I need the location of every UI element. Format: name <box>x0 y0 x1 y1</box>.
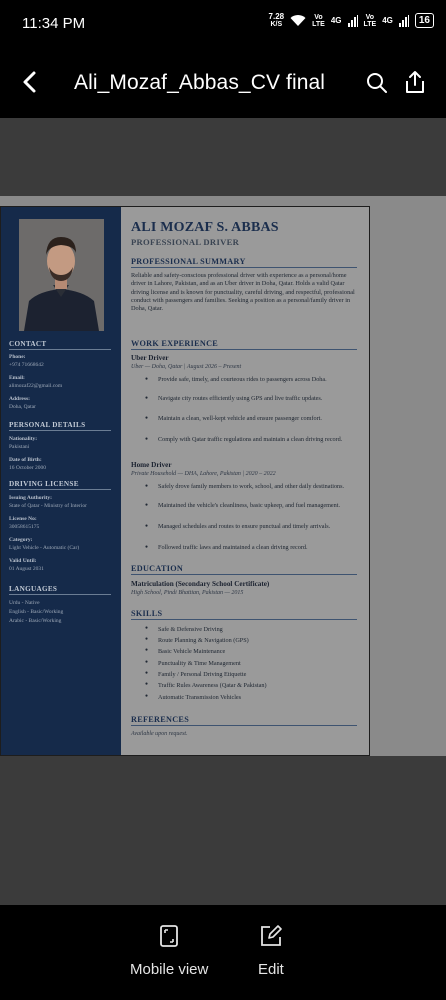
valid-until-value: 01 August 2031 <box>9 566 44 572</box>
phone-label: Phone: <box>9 354 26 360</box>
skill-item: ● Punctuality & Time Management <box>145 660 370 667</box>
license-no-value: 30058615175 <box>9 524 40 530</box>
wifi-icon <box>290 14 306 27</box>
cv-page <box>0 206 370 756</box>
job2-title: Home Driver <box>131 461 172 469</box>
network-type-1: 4G <box>330 16 342 25</box>
job1-title: Uber Driver <box>131 354 169 362</box>
signal-icon-1 <box>348 15 358 27</box>
mobile-view-button[interactable] <box>130 925 208 978</box>
status-icons <box>269 13 434 28</box>
nationality-value: Pakistani <box>9 444 30 450</box>
back-arrow-icon[interactable] <box>18 70 42 94</box>
references-heading: REFERENCES <box>131 715 357 726</box>
document-viewer[interactable] <box>0 118 446 905</box>
languages-heading: LANGUAGES <box>9 585 111 595</box>
status-time: 11:34 PM <box>22 15 86 32</box>
portrait-image <box>19 219 104 331</box>
volte-label-1: Vo LTE <box>312 13 325 28</box>
network-type-2: 4G <box>382 16 393 25</box>
edit-label: Edit <box>258 961 284 978</box>
edit-icon <box>260 925 282 947</box>
status-bar <box>0 0 446 48</box>
issuing-authority-label: Issuing Authority: <box>9 495 52 501</box>
dob-label: Date of Birth: <box>9 457 42 463</box>
share-icon[interactable] <box>404 70 426 94</box>
job2-bullet: ● Safely drove family members to work, school, and other daily destinations. <box>145 483 370 491</box>
education-title: Matriculation (Secondary School Certificate) <box>131 580 270 588</box>
job1-bullet: ● Comply with Qatar traffic regulations and maintain a clean driving record. <box>145 436 370 444</box>
email-label: Email: <box>9 375 25 381</box>
issuing-authority-value: State of Qatar - Ministry of Interior <box>9 503 87 509</box>
mobile-view-label: Mobile view <box>130 961 209 978</box>
bottom-action-bar <box>0 905 446 1000</box>
language-arabic: Arabic - Basic/Working <box>9 618 62 624</box>
education-meta: High School, Pindi Bhattian, Pakistan — 2015 <box>131 590 244 596</box>
nationality-label: Nationality: <box>9 436 38 442</box>
skill-item: ● Route Planning & Navigation (GPS) <box>145 637 370 644</box>
job2-meta: Private Household — DHA, Lahore, Pakistan | 2020 – 2022 <box>131 471 276 477</box>
skill-item: ● Safe & Defensive Driving <box>145 626 370 633</box>
network-speed: 7.28 K/S <box>268 12 285 28</box>
skill-item: ● Traffic Rules Awareness (Qatar & Pakistan) <box>145 682 370 689</box>
language-urdu: Urdu - Native <box>9 600 40 606</box>
driving-license-heading: DRIVING LICENSE <box>9 480 111 490</box>
app-toolbar <box>0 48 446 118</box>
personal-details-heading: PERSONAL DETAILS <box>9 421 111 431</box>
skill-item: ● Basic Vehicle Maintenance <box>145 648 370 655</box>
phone-value: +974 71668642 <box>9 362 44 368</box>
education-heading: EDUCATION <box>131 564 357 575</box>
edit-button[interactable] <box>258 925 284 978</box>
job2-bullet: ● Maintained the vehicle's cleanliness, basic upkeep, and fuel management. <box>145 502 370 510</box>
skills-heading: SKILLS <box>131 609 357 620</box>
summary-text: Reliable and safety-conscious professional driver with experience as a personal/home driver in Lahore, Pakistan, and as an Uber driver in Doha, Qatar. Holds a valid Qatar driving license and is known for punctuality, careful driving, and respectful, professional conduct with passengers and families. Seeking a position as a personal/family driver in Doha, Qatar. <box>131 272 355 313</box>
volte-label-2: Vo LTE <box>363 13 377 28</box>
valid-until-label: Valid Until: <box>9 558 37 564</box>
category-value: Light Vehicle - Automatic (Car) <box>9 545 80 551</box>
address-value: Doha, Qatar <box>9 404 36 410</box>
language-english: English - Basic/Working <box>9 609 64 615</box>
dob-value: 16 October 2000 <box>9 465 46 471</box>
work-experience-heading: WORK EXPERIENCE <box>131 339 357 350</box>
references-text: Available upon request. <box>131 731 188 737</box>
search-icon[interactable] <box>366 72 388 94</box>
signal-icon-2 <box>399 15 409 27</box>
email-value: alimozaf22@gmail.com <box>9 383 63 389</box>
job1-bullet: ● Maintain a clean, well-kept vehicle and ensure passenger comfort. <box>145 415 370 423</box>
job1-meta: Uber — Doha, Qatar | August 2026 – Present <box>131 364 242 370</box>
document-title: Ali_Mozaf_Abbas_CV final <box>74 71 326 94</box>
address-label: Address: <box>9 396 30 402</box>
job1-bullet: ● Provide safe, timely, and courteous rides to passengers across Doha. <box>145 376 370 384</box>
contact-heading: CONTACT <box>9 340 111 350</box>
skill-item: ● Family / Personal Driving Etiquette <box>145 671 370 678</box>
job2-bullet: ● Managed schedules and routes to ensure punctual and timely arrivals. <box>145 523 370 531</box>
summary-heading: PROFESSIONAL SUMMARY <box>131 257 357 268</box>
mobile-view-icon <box>158 925 180 947</box>
category-label: Category: <box>9 537 33 543</box>
profile-photo <box>19 219 104 331</box>
cv-sidebar <box>1 207 121 755</box>
cv-name: ALI MOZAF S. ABBAS <box>131 220 279 235</box>
job1-bullet: ● Navigate city routes efficiently using GPS and live traffic updates. <box>145 395 370 403</box>
license-no-label: License No: <box>9 516 37 522</box>
job2-bullet: ● Followed traffic laws and maintained a clean driving record. <box>145 544 370 552</box>
skill-item: ● Automatic Transmission Vehicles <box>145 694 370 701</box>
battery-icon: 16 <box>415 13 434 28</box>
cv-role: PROFESSIONAL DRIVER <box>131 237 240 247</box>
